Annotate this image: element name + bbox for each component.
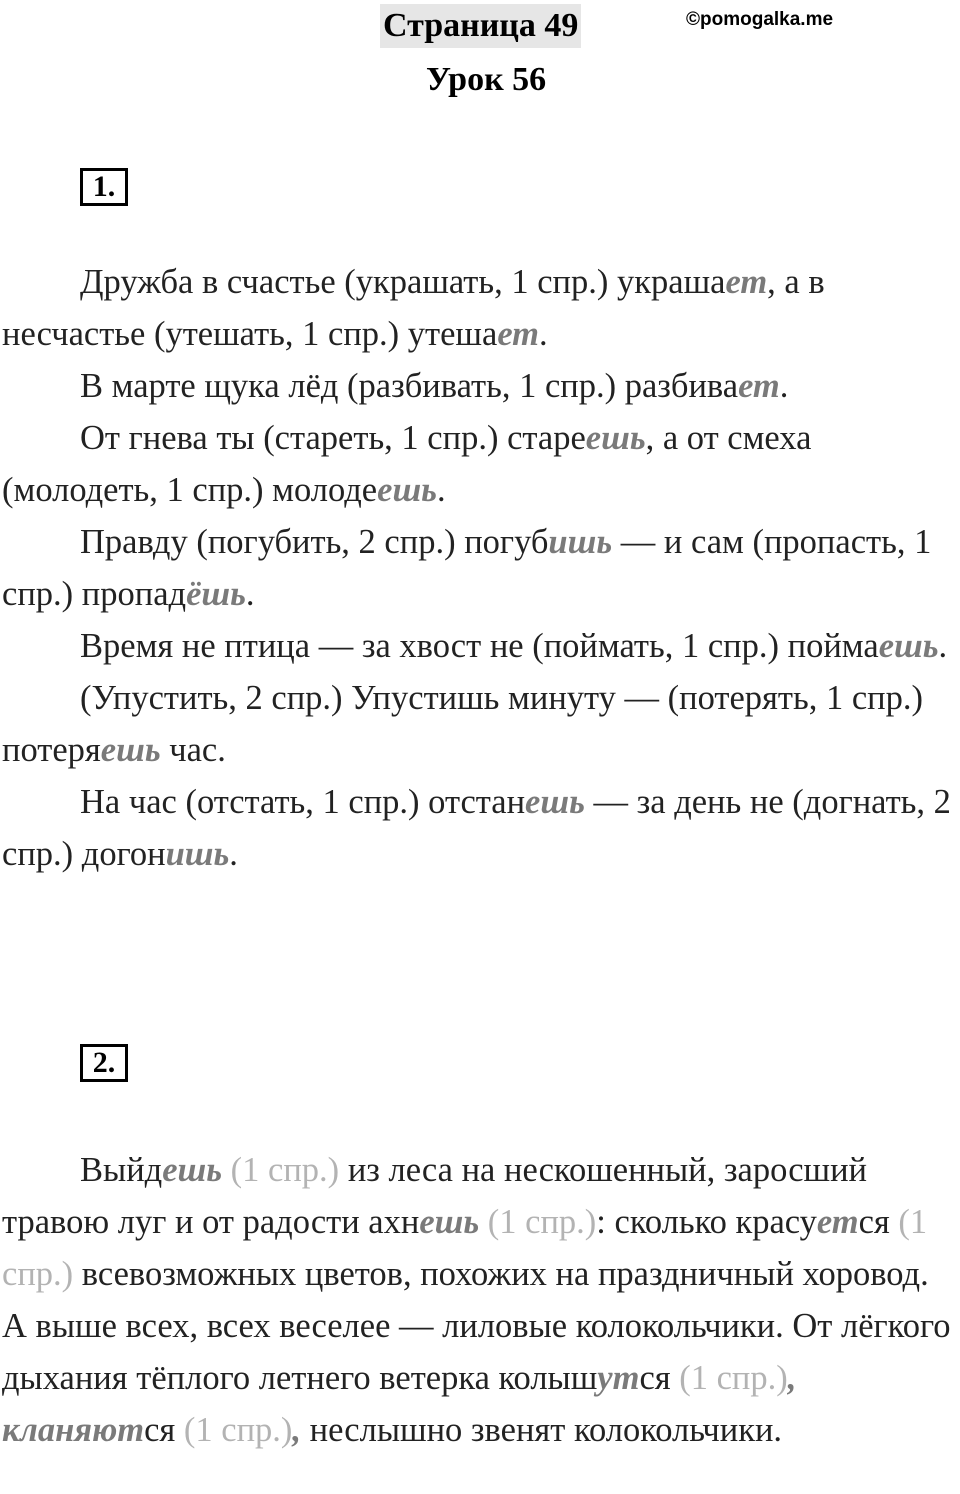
verb-ending: ет	[497, 315, 540, 353]
proverb-sentence	[2, 516, 958, 620]
verb-ending: ешь	[419, 1203, 480, 1241]
verb-ending: , кланя	[2, 1359, 797, 1449]
text-run: : сколько красу	[596, 1203, 817, 1241]
text-run: .	[779, 367, 789, 405]
text-run: (Упустить, 2 спр.) Упустишь минуту — (потерять, 1 спр.) потеря	[2, 679, 923, 769]
text-run: На час (отстать, 1 спр.) отстан	[80, 783, 526, 821]
text-run: Выйд	[80, 1151, 163, 1189]
text-run: .	[245, 575, 255, 613]
text-run: От гнева ты (стареть, 1 спр.) старе	[80, 419, 586, 457]
verb-ending: ишь	[165, 835, 230, 873]
verb-ending: ет	[816, 1203, 859, 1241]
task-2-paragraph	[2, 1144, 958, 1456]
text-run: Дружба в счастье (украшать, 1 спр.) украша	[80, 263, 726, 301]
verb-ending: ёшь	[186, 575, 246, 613]
verb-ending: ут	[597, 1359, 640, 1397]
task-2-text	[2, 1144, 958, 1456]
text-run: .	[938, 627, 948, 665]
proverb-sentence	[2, 360, 958, 412]
text-run: ся	[144, 1411, 184, 1449]
verb-ending: ешь	[878, 627, 939, 665]
verb-ending: ешь	[585, 419, 646, 457]
text-run	[222, 1151, 231, 1189]
verb-ending: ешь	[525, 783, 585, 821]
conjugation-note: (1 спр.)	[487, 1203, 597, 1241]
text-run: ся	[858, 1203, 899, 1241]
verb-ending: ет	[725, 263, 768, 301]
conjugation-note: (1 спр.)	[183, 1411, 293, 1449]
verb-ending: ет	[738, 367, 780, 405]
text-run: час.	[160, 731, 226, 769]
text-run: Правду (погубить, 2 спр.) погуб	[80, 523, 549, 561]
text-run: .	[229, 835, 238, 873]
text-run: — за день не (догнать, 2 спр.) догон	[2, 783, 951, 873]
proverb-sentence	[2, 672, 958, 776]
text-run	[479, 1203, 488, 1241]
proverb-sentence	[2, 776, 958, 880]
proverb-sentence	[2, 412, 958, 516]
task-1-number: 1.	[80, 168, 128, 206]
proverb-sentence	[2, 620, 958, 672]
text-run: , а от смеха (молодеть, 1 спр.) молоде	[2, 419, 812, 509]
text-run: Время не птица — за хвост не (поймать, 1 спр.) пойма	[80, 627, 879, 665]
text-run: ся	[639, 1359, 680, 1397]
text-run: — и сам (пропасть, 1 спр.) пропад	[2, 523, 932, 613]
task-2-number: 2.	[80, 1044, 128, 1082]
verb-ending: ешь	[162, 1151, 223, 1189]
verb-ending: ишь	[548, 523, 613, 561]
proverb-sentence	[2, 256, 958, 360]
text-run: .	[436, 471, 446, 509]
text-run: В марте щука лёд (разбивать, 1 спр.) разбива	[80, 367, 739, 405]
verb-ending: ешь	[377, 471, 437, 509]
verb-ending: ,	[292, 1411, 302, 1449]
verb-ending: ешь	[100, 731, 161, 769]
lesson-title: Урок 56	[426, 61, 547, 98]
verb-ending: ют	[92, 1411, 145, 1449]
text-run: из леса на нескошенный, заросший травою луг и от радости ахн	[2, 1151, 867, 1241]
task-1-text	[2, 256, 958, 880]
conjugation-note: (1 спр.)	[2, 1203, 928, 1293]
conjugation-note: (1 спр.)	[230, 1151, 340, 1189]
conjugation-note: (1 спр.)	[679, 1359, 788, 1397]
text-run: .	[539, 315, 548, 353]
text-run: , а в несчастье (утешать, 1 спр.) утеша	[2, 263, 825, 353]
page-title: Страница 49	[380, 4, 581, 48]
text-run: всевозможных цветов, похожих на праздничный хоровод. А выше всех, всех веселее — лиловые колокольчики. От лёгкого дыхания тёплого летнего ветерка колыш	[2, 1255, 951, 1397]
watermark: ©pomogalka.me	[686, 9, 834, 30]
text-run: неслышно звенят колокольчики.	[301, 1411, 783, 1449]
